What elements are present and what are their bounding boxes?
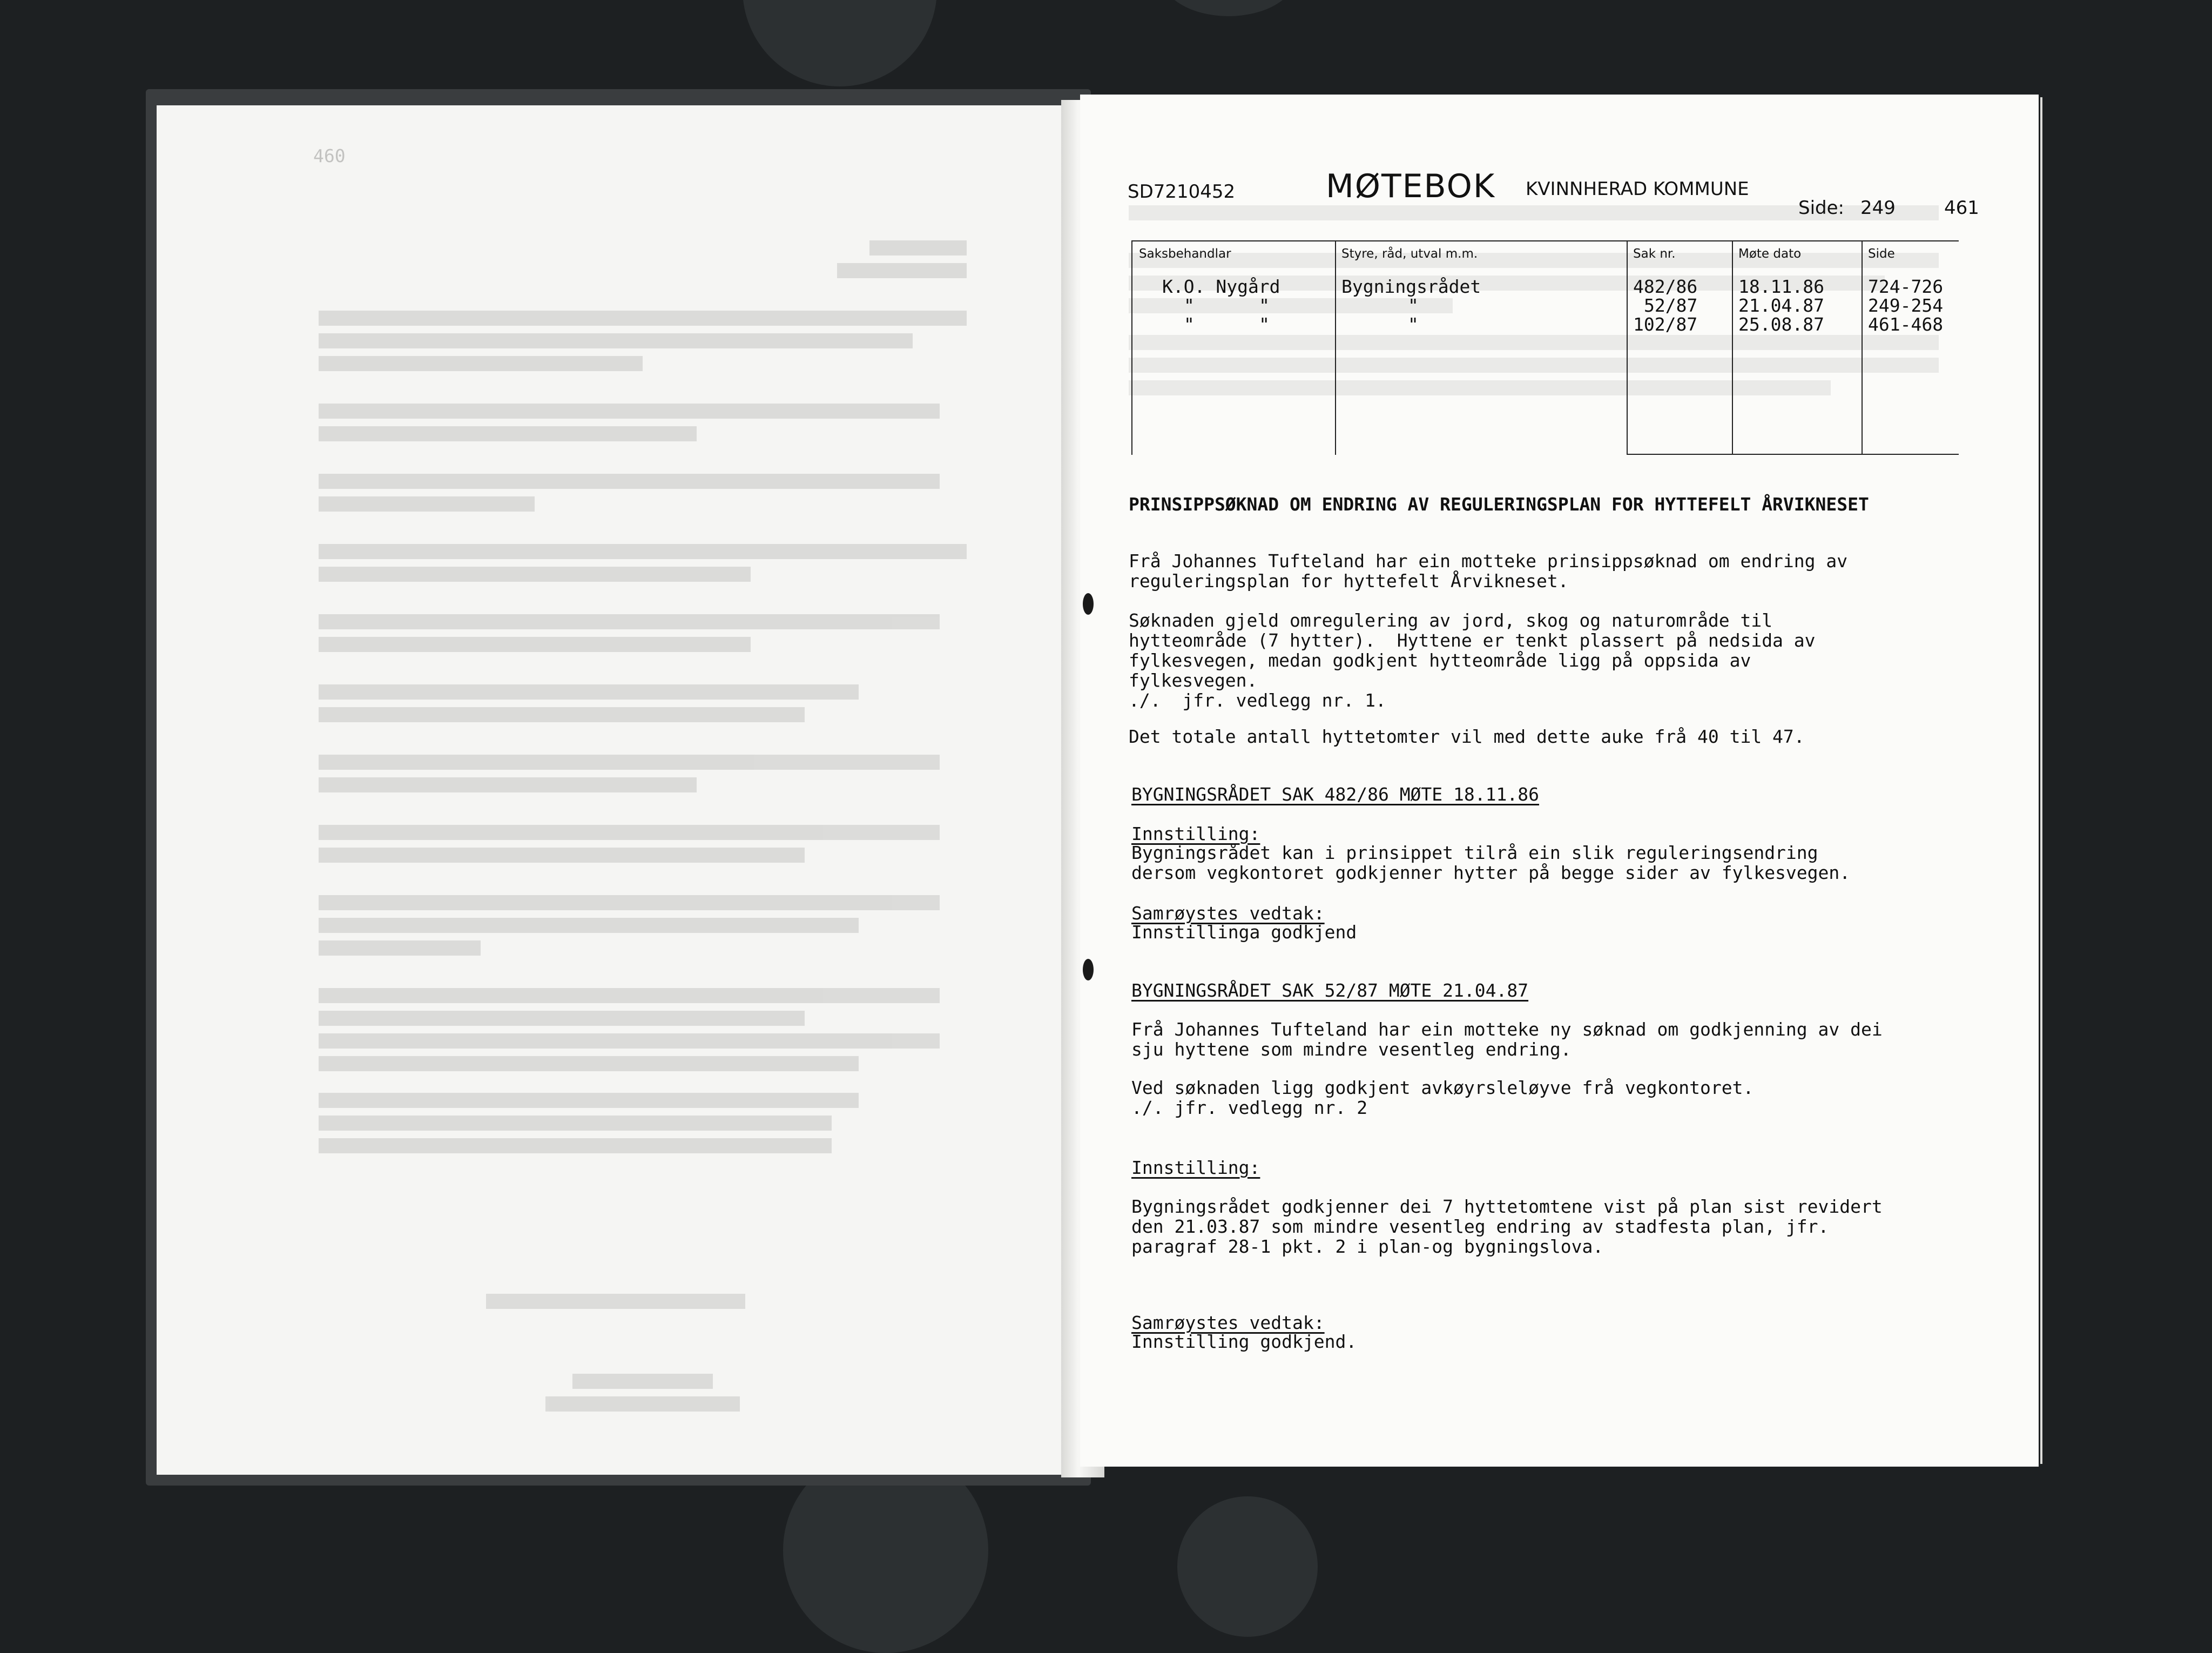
book-title: MØTEBOK bbox=[1326, 167, 1496, 205]
table-cell: 102/87 bbox=[1633, 314, 1698, 335]
section-title: BYGNINGSRÅDET SAK 52/87 MØTE 21.04.87 bbox=[1131, 980, 1529, 1001]
vedtak-label: Samrøystes vedtak: bbox=[1131, 903, 1325, 924]
table-cell: 249-254 bbox=[1868, 295, 1944, 316]
table-cell: 724-726 bbox=[1868, 276, 1944, 297]
section-title: BYGNINGSRÅDET SAK 482/86 MØTE 18.11.86 bbox=[1131, 784, 1539, 805]
table-cell: 482/86 bbox=[1633, 276, 1698, 297]
left-page-number: 460 bbox=[313, 145, 346, 166]
page-edges bbox=[2040, 97, 2042, 1464]
column-header-sak-nr: Sak nr. bbox=[1633, 247, 1676, 261]
paragraph: Frå Johannes Tufteland har ein motteke prinsippsøknad om endring av reguleringsplan for hyttefelt Årvikneset. bbox=[1129, 550, 1848, 592]
document-heading: PRINSIPPSØKNAD OM ENDRING AV REGULERINGSPLAN FOR HYTTEFELT ÅRVIKNESET bbox=[1129, 494, 1869, 515]
side-value: 249 bbox=[1860, 197, 1896, 219]
binder-hole bbox=[1083, 593, 1094, 615]
vedtak-text: Innstilling godkjend. bbox=[1131, 1331, 1357, 1352]
page-number: 461 bbox=[1944, 197, 1979, 219]
innstilling-text: Bygningsrådet godkjenner dei 7 hyttetomtene vist på plan sist revidert den 21.03.87 som mindre vesentleg endring av stadfesta plan, jfr. paragraf 28-1 pkt. 2 i plan-og bygningslova. bbox=[1131, 1196, 1883, 1257]
innstilling-label: Innstilling: bbox=[1131, 1157, 1260, 1178]
paragraph: Ved søknaden ligg godkjent avkøyrsleløyve frå vegkontoret. ./. jfr. vedlegg nr. 2 bbox=[1131, 1077, 1754, 1118]
binder-hole bbox=[1083, 959, 1094, 980]
table-cell: " " bbox=[1184, 295, 1270, 316]
table-cell: K.O. Nygård bbox=[1162, 276, 1280, 297]
vedtak-label: Samrøystes vedtak: bbox=[1131, 1312, 1325, 1333]
column-header-side: Side bbox=[1868, 247, 1895, 261]
side-label: Side: bbox=[1798, 197, 1844, 219]
right-page bbox=[1080, 95, 2039, 1467]
background-disc bbox=[1161, 0, 1296, 16]
table-cell: 52/87 bbox=[1644, 295, 1698, 316]
paragraph: Det totale antall hyttetomter vil med dette auke frå 40 til 47. bbox=[1129, 726, 1805, 747]
table-cell: " " bbox=[1184, 314, 1270, 335]
column-header-saksbehandlar: Saksbehandlar bbox=[1139, 247, 1231, 261]
paragraph: Søknaden gjeld omregulering av jord, skog og naturområde til hytteområde (7 hytter). Hyttene er tenkt plassert på nedsida av fylkesvegen, medan godkjent hytteområde ligg på oppsida av fylkesvegen. ./. jfr. vedlegg nr. 1. bbox=[1129, 610, 1816, 711]
case-table bbox=[1131, 240, 1959, 455]
table-cell: Bygningsrådet bbox=[1341, 276, 1481, 297]
table-cell: 461-468 bbox=[1868, 314, 1944, 335]
vedtak-text: Innstillinga godkjend bbox=[1131, 922, 1357, 943]
bleed-through-text bbox=[319, 240, 967, 1419]
innstilling-label: Innstilling: bbox=[1131, 823, 1260, 844]
paragraph: Frå Johannes Tufteland har ein motteke ny søknad om godkjenning av dei sju hyttene som mindre vesentleg endring. bbox=[1131, 1019, 1883, 1060]
archive-reference: SD7210452 bbox=[1128, 181, 1236, 203]
table-cell: 21.04.87 bbox=[1738, 295, 1824, 316]
table-cell: 18.11.86 bbox=[1738, 276, 1824, 297]
table-cell: 25.08.87 bbox=[1738, 314, 1824, 335]
municipality-name: KVINNHERAD KOMMUNE bbox=[1526, 178, 1749, 200]
table-cell: " bbox=[1408, 314, 1419, 335]
column-header-styre: Styre, råd, utval m.m. bbox=[1341, 247, 1478, 261]
background-disc bbox=[743, 0, 937, 86]
background-disc bbox=[1177, 1496, 1318, 1637]
column-header-mote-dato: Møte dato bbox=[1738, 247, 1802, 261]
innstilling-text: Bygningsrådet kan i prinsippet tilrå ein slik reguleringsendring dersom vegkontoret godkjenner hytter på begge sider av fylkesvegen. bbox=[1131, 842, 1851, 883]
left-page bbox=[157, 105, 1088, 1475]
table-cell: " bbox=[1408, 295, 1419, 316]
